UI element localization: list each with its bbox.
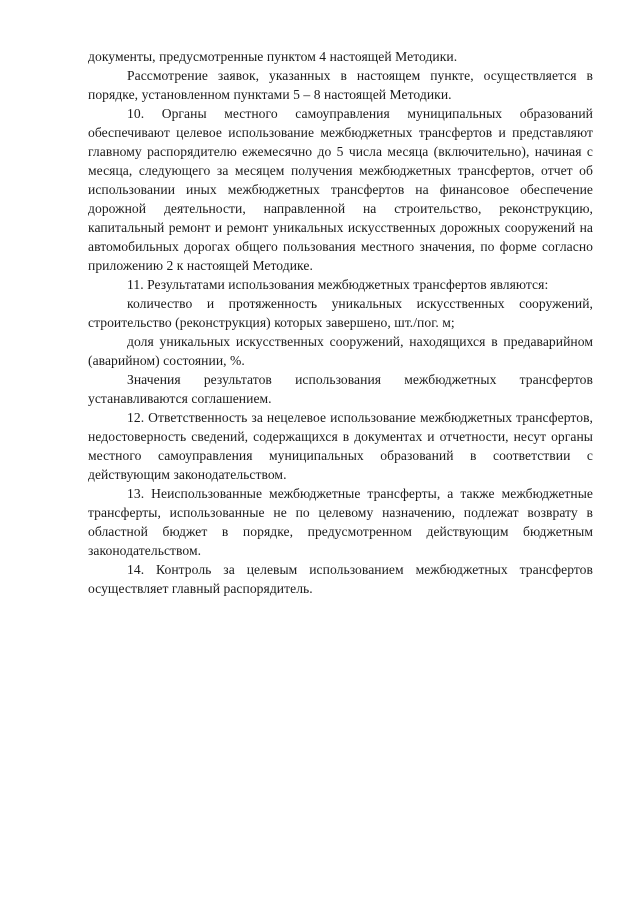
paragraph-item-12: 12. Ответственность за нецелевое использование межбюджетных трансфертов, недостоверность сведений, содержащихся в документах и отчетности, несут органы местного самоуправления муниципальных образований в соответствии с действующим законодательством. [88, 410, 593, 482]
paragraph-result-quantity: количество и протяженность уникальных искусственных сооружений, строительство (реконструкция) которых завершено, шт./пог. м; [88, 296, 593, 330]
paragraph-item-10: 10. Органы местного самоуправления муниципальных образований обеспечивают целевое использование межбюджетных трансфертов и представляют главному распорядителю ежемесячно до 5 числа месяца (включительно), начиная с месяца, следующего за месяцем получения межбюджетных трансфертов, отчет об использовании иных межбюджетных трансфертов на финансовое обеспечение дорожной деятельности, направленной на строительство, реконструкцию, капитальный ремонт и ремонт уникальных искусственных дорожных сооружений на автомобильных дорогах общего пользования местного значения, по форме согласно приложению 2 к настоящей Методике. [88, 106, 593, 273]
paragraph-result-values: Значения результатов использования межбюджетных трансфертов устанавливаются соглашением. [88, 372, 593, 406]
paragraph-item-11: 11. Результатами использования межбюджетных трансфертов являются: [127, 277, 549, 292]
document-body [88, 47, 593, 598]
paragraph-item-14: 14. Контроль за целевым использованием межбюджетных трансфертов осуществляет главный распорядитель. [88, 562, 593, 596]
paragraph-result-share: доля уникальных искусственных сооружений, находящихся в предаварийном (аварийном) состоянии, %. [88, 334, 593, 368]
paragraph-item-13: 13. Неиспользованные межбюджетные трансферты, а также межбюджетные трансферты, использованные не по целевому назначению, подлежат возврату в областной бюджет в порядке, предусмотренном действующим бюджетным законодательством. [88, 486, 593, 558]
paragraph-review-of-applications: Рассмотрение заявок, указанных в настоящем пункте, осуществляется в порядке, установленном пунктами 5 – 8 настоящей Методики. [88, 68, 593, 102]
paragraph-continuation: документы, предусмотренные пунктом 4 настоящей Методики. [88, 49, 458, 64]
